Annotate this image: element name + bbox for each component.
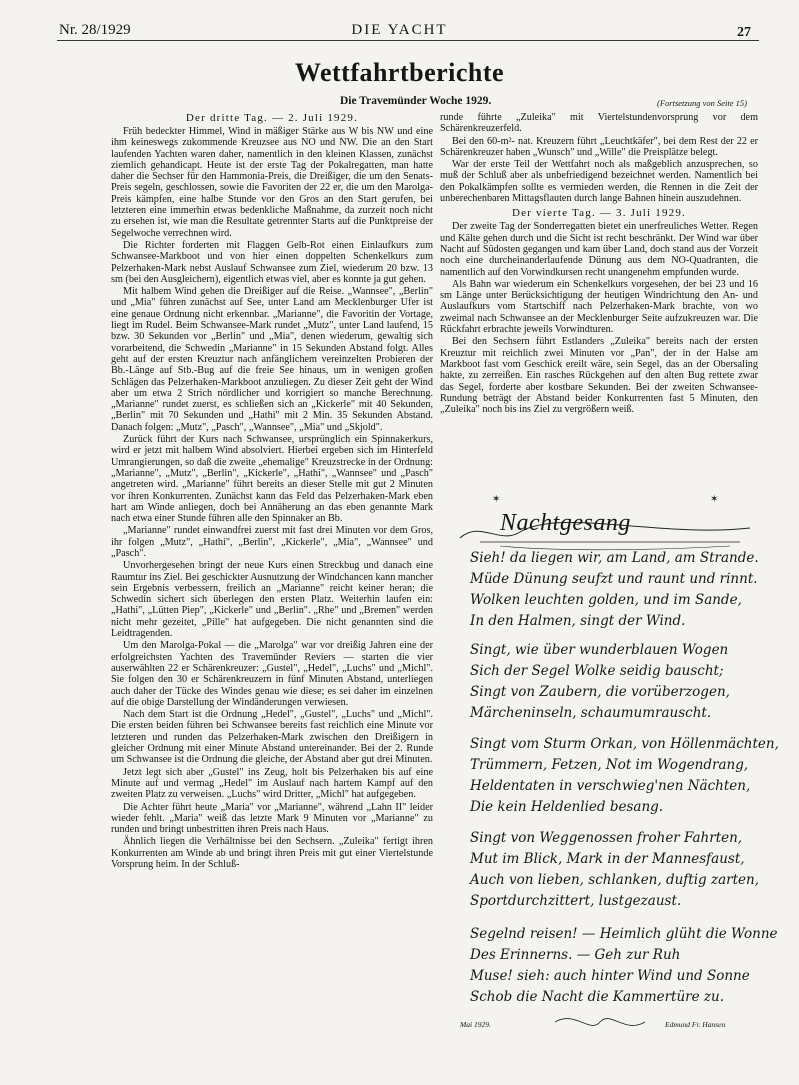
poem-stanza	[470, 548, 770, 632]
article-subtitle: Die Travemünder Woche 1929.	[340, 95, 492, 107]
poem-line: Des Erinnerns. — Geh zur Ruh	[470, 947, 681, 963]
paragraph: Als Bahn war wiederum ein Schenkelkurs vorgesehen, der bei 23 und 16 sm Länge unter Berücksichtigung der heutigen Windrichtung den An- und Auslaufkurs vom Startschiff nach Pelzerhaken-Mark brachte, von wo zweimal nach Schwansee an der Mecklenburger Seite aufzukreuzen war. Die Rückfahrt erbrachte jeweils Vorwindturen.	[440, 278, 758, 336]
paragraph: Jetzt legt sich aber „Gustel" ins Zeug, holt bis Pelzerhaken bis auf eine Minute auf und vermag „Hedel" im Auslauf nach hartem Kampf auf den zweiten Platz zu verweisen. „Luchs" wird Dritter, „Michl" hat aufgegeben.	[111, 766, 433, 801]
poem-line: Schob die Nacht die Kammertüre zu.	[470, 989, 725, 1005]
paragraph: Um den Marolga-Pokal — die „Marolga" war vor dreißig Jahren eine der erfolgreichsten Yachten des Travemünder Reviers — starten die vier auserwählten 22 er Schärenkreuzer: „Gustel", „Hedel", „Luchs" und „Michl". Sie folgen den 30 er Schärenkreuzern in fünf Minuten Abstand, unterliegen auch daher der Tücke des Windes genau wie diese; es sei daher im einzelnen auf die obige Darstellung der Windänderungen verwiesen.	[111, 640, 433, 708]
poem-line: Sieh! da liegen wir, am Land, am Strande.	[470, 550, 759, 566]
poem-author: Edmund Fr. Hansen	[665, 1020, 726, 1029]
svg-text:✶: ✶	[710, 494, 719, 505]
poem-line: In den Halmen, singt der Wind.	[470, 613, 686, 629]
poem-line: Sich der Segel Wolke seidig bauscht;	[470, 663, 724, 679]
paragraph: Bei den Sechsern führt Estlanders „Zuleika" bereits nach der ersten Kreuztur mit reichlich zwei Minuten vor „Pan", der in der Halse am Markboot fast vom Geschick ereilt wäre, sein Segel, das an der Obersaling hakte, zu zerreißen. Ein rasches Rückgehen auf den alten Bug rettete zwar das Segel, forderte aber kostbare Sekunden. Bei der zweiten Schwansee-Rundung beträgt der Abstand beider Konkurrenten fast 5 Minuten, den „Zuleika" noch bis ins Ziel zu vergrößern weiß.	[440, 336, 758, 416]
svg-text:✶: ✶	[492, 494, 501, 505]
poem-stanza	[470, 734, 779, 818]
poem-line: Wolken leuchten golden, und im Sande,	[470, 592, 742, 608]
paragraph: Zurück führt der Kurs nach Schwansee, ursprünglich ein Spinnakerkurs, wird er jetzt mit halbem Wind absolviert. Hierbei ergeben sich im Hinterfeld Umrangierungen, so daß die zweite „ehemalige" Kreuzstrecke in der Ordnung: „Marianne", „Mutz", „Berlin", „Kickerle", „Hathi", „Wannsee" und „Pasch" angetreten wird. „Marianne" führt bereits an dieser Stelle mit gut 2 Minuten vor ihren Konkurrenten. Zunächst kann das Feld das Pelzerhaken-Mark eben hart am Winde anliegen, doch bei Annäherung an das eben genannte Mark nach etwa einer Stunde führen alle den Spinnaker an Bb.	[111, 434, 433, 525]
paragraph: Mit halbem Wind gehen die Dreißiger auf die Reise. „Wannsee", „Berlin" und „Mia" führen zunächst auf See, unter Land am Mecklenburger Ufer ist eine genaue Ordnung nicht erkennbar. „Marianne", die Favoritin der Vortage, liegt im Rudel. Beim Schwansee-Mark rundet „Mutz", unter Land laufend, 15 bzw. 30 Sekunden vor „Berlin" und „Mia", denen wiederum, gewaltig sich vorarbeitend, die Schwedin „Marianne" in 15 Sekunden Abstand folgt. Alles geht auf der ersten Kreuztur nach anfänglichem vereinzelten Probieren der Bb.-Länge auf Stb.-Bug auf die freie See hinaus, um in wenigen großen Schlägen das Pelzerhaken-Markboot anzuliegen. Zu dieser Zeit geht der Wind aber um etwa 2 Strich nördlicher und korrigiert so manche Berechnung. „Marianne" rundet zuerst, es schließen sich an „Kickerle" mit 40 Sekunden, „Berlin" mit 70 Sekunden und „Hathi" mit 2 Min. 35 Sekunden Abstand. Danach folgen: „Mutz", „Pasch", „Wannsee", „Mia" und „Skjold".	[111, 286, 433, 433]
paragraph: „Marianne" rundet einwandfrei zuerst mit fast drei Minuten vor dem Gros, ihr folgen „Mutz", „Hathi", „Berlin", „Kickerle", „Mia", „Wannsee" und „Pasch".	[111, 525, 433, 559]
poem-title: Nachtgesang	[500, 510, 631, 536]
paragraph: Die Achter führt heute „Maria" vor „Marianne", während „Lahn II" leider wieder fehlt. „Maria" weiß das letzte Mark 9 Minuten vor „Marianne" zu runden und bringt unbestritten ihren Preis nach Haus.	[111, 801, 433, 836]
poem-stanza	[470, 640, 770, 724]
section-heading-day3: Der dritte Tag. — 2. Juli 1929.	[185, 112, 359, 124]
poem-line: Mut im Blick, Mark in der Mannesfaust,	[470, 851, 745, 867]
poem-line: Müde Dünung seufzt und raunt und rinnt.	[470, 571, 758, 587]
poem-line: Singt, wie über wunderblauen Wogen	[470, 642, 729, 658]
issue-number: Nr. 28/1929	[59, 22, 131, 38]
closing-flourish	[550, 1010, 650, 1034]
paragraph: Unvorhergesehen bringt der neue Kurs einen Streckbug und danach eine Raumtur ins Ziel. Bei geschickter Ausnutzung der Windchancen kann mancher sein Ergebnis verbessern, freilich an „Marianne" reicht keiner heran; die Schwedin sichert sich überlegen den ersten Platz. Weiterhin laufen ein: „Hathi", „Lütten Piep", „Kickerle" und „Berlin". „Rhe" und „Bremen" werden nicht mehr gezeitet, „Pille" hat aufgegeben. Die nicht genannten sind die Leidtragenden.	[111, 560, 433, 640]
article-title: Wettfahrtberichte	[294, 58, 505, 87]
poem-line: Singt von Zaubern, die vorüberzogen,	[470, 684, 730, 700]
poem-stanza	[470, 924, 778, 1008]
poem-line: Heldentaten in verschwieg'nen Nächten,	[470, 778, 751, 794]
poem-stanza	[470, 828, 770, 912]
poem-line: Muse! sieh: auch hinter Wind und Sonne	[470, 968, 750, 984]
paragraph: Bei den 60-m²- nat. Kreuzern führt „Leuchtkäfer", bei dem Rest der 22 er Schärenkreuzer haben „Wunsch" und „Wille" die Preisplätze belegt.	[440, 135, 758, 158]
poem-line: Segelnd reisen! — Heimlich glüht die Wonne	[470, 926, 778, 942]
left-column	[111, 112, 433, 871]
page-header	[0, 0, 799, 52]
right-column	[440, 112, 758, 416]
poem-nachtgesang	[440, 490, 779, 1050]
paragraph: Ähnlich liegen die Verhältnisse bei den Sechsern. „Zuleika" fertigt ihren Konkurrenten am Winde ab und bringt ihren Preis mit gut einer Viertelstunde Vorsprung heim. In der Schluß-	[111, 836, 433, 870]
poem-line: Märcheninseln, schaumumrauscht.	[470, 705, 712, 721]
poem-line: Singt vom Sturm Orkan, von Höllenmächten,	[470, 736, 779, 752]
poem-date: Mai 1929.	[460, 1020, 491, 1029]
paragraph: Früh bedeckter Himmel, Wind in mäßiger Stärke aus W bis NW und eine ihm keineswegs zukommende Kreuzsee aus NO und NW. Die an den Start laufenden Yachten waren daher, namentlich in den kleinen Klassen, zunächst ziemlich gehandicapt. Heute ist der erste Tag der Pokalregatten, man hatte daher die Sechser für den Hammonia-Preis, die Dreißiger, die um den Senats-Preis segeln, geschlossen, sowie die Favoriten der 22 er, die um den Marolga-Preis kämpfen, eine halbe Stunde vor den Gros an den Start gerufen, bei letzteren eine immerhin etwas bedenkliche Maßnahme, da zurzeit noch nicht zu ersehen ist, wie man die Resultate getrennter Starts auf die Punktpreise der Segelwoche verrechnen wird.	[111, 126, 433, 239]
poem-line: Singt von Weggenossen froher Fahrten,	[470, 830, 743, 846]
magazine-name: DIE YACHT	[351, 22, 448, 38]
header-rule	[57, 40, 759, 41]
paragraph: War der erste Teil der Wettfahrt noch als maßgeblich anzusprechen, so muß der Schluß aber als unbefriedigend bezeichnet werden. Namentlich bei den Pokalkämpfen sollte es vermieden werden, die Rennen in die Zeit der unberechenbaren Mittagsflauten durch lange Bahnen hinein auszudehnen.	[440, 159, 758, 205]
poem-line: Sportdurchzittert, lustgezaust.	[470, 893, 682, 909]
poem-line: Trümmern, Fetzen, Not im Wogendrang,	[470, 757, 749, 773]
section-heading-day4: Der vierte Tag. — 3. Juli 1929.	[511, 207, 686, 220]
paragraph: Nach dem Start ist die Ordnung „Hedel", „Gustel", „Luchs" und „Michl". Die ersten beiden führen bei Schwansee bereits fast reichlich eine Minute vor letzteren und runden das Pelzerhaken-Mark zwischen den Dreißigern in gleicher Ordnung mit einer Minute Abstand untereinander. Bei der 2. Runde um Schwansee ist die Ordnung die gleiche, der Abstand aber gut drei Minuten.	[111, 709, 433, 766]
page-number: 27	[737, 25, 751, 40]
paragraph: Die Richter forderten mit Flaggen Gelb-Rot einen Einlaufkurs zum Schwansee-Markboot und von hier einen doppelten Schenkelkurs zum Pelzerhaken-Mark nebst Auslauf Schwansee zum Ziel, wiederum 20 bzw. 13 sm (bei den Ausgleichern), eigentlich etwas viel, aber es konnte ja gut gehen.	[111, 239, 433, 285]
paragraph: Der zweite Tag der Sonderregatten bietet ein unerfreuliches Wetter. Regen und Kälte gehen durch und die Sicht ist recht beschränkt. Der Wind war über Nacht auf Südosten gegangen und kam über Land, doch stand aus der Vorzeit noch eine durcheinanderlaufende Dünung aus dem NO-Quadranten, die namentlich auf den Vorwindkursen recht unangenehm empfunden wurde.	[440, 221, 758, 278]
poem-line: Auch von lieben, schlanken, duftig zarten,	[470, 872, 759, 888]
continuation-note: (Fortsetzung von Seite 15)	[657, 98, 747, 108]
poem-line: Die kein Heldenlied besang.	[470, 799, 664, 815]
paragraph: runde führte „Zuleika" mit Viertelstundenvorsprung vor dem Schärenkreuzerfeld.	[440, 112, 758, 135]
